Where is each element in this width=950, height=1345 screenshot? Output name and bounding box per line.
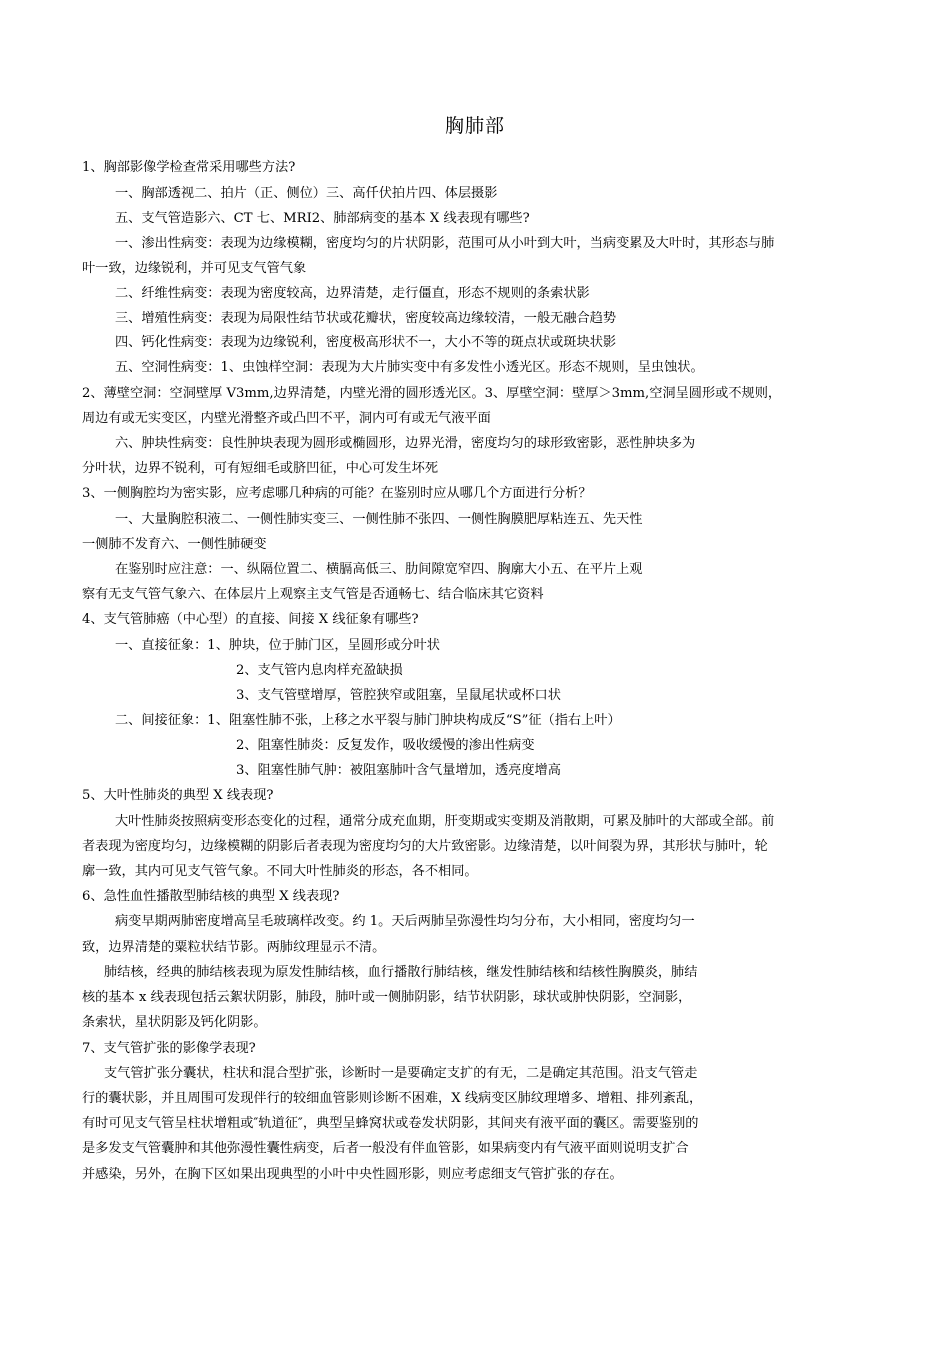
question-heading: 7、支气管扩张的影像学表现? [82, 1041, 256, 1056]
text-line: 一、大量胸腔积液二、一侧性肺实变三、一侧性肺不张四、一侧性胸膜肥厚粘连五、先天性 [115, 512, 643, 527]
text-line: 四、钙化性病变：表现为边缘锐利，密度极高形状不一，大小不等的斑点状或斑块状影 [115, 335, 617, 350]
text-line: 有时可见支气管呈柱状增粗或″轨道征″，典型呈蜂窝状或卷发状阴影，其间夹有液平面的囊区。需要鉴别的 [82, 1116, 699, 1131]
text-line: 在鉴别时应注意：一、纵隔位置二、横膈高低三、肋间隙宽窄四、胸廓大小五、在平片上观 [115, 562, 643, 577]
text-line: 2、支气管内息肉样充盈缺损 [236, 663, 403, 678]
text-line: 大叶性肺炎按照病变形态变化的过程，通常分成充血期，肝变期或实变期及消散期，可累及肺叶的大部或全部。前 [115, 814, 775, 829]
text-line: 二、纤维性病变：表现为密度较高，边界清楚，走行僵直，形态不规则的条索状影 [115, 286, 590, 301]
question-heading: 5、大叶性肺炎的典型 X 线表现? [82, 788, 274, 803]
text-line: 三、增殖性病变：表现为局限性结节状或花瓣状，密度较高边缘较清，一般无融合趋势 [115, 311, 617, 326]
question-heading: 3、一侧胸腔均为密实影，应考虑哪几种病的可能？在鉴别时应从哪几个方面进行分析？ [82, 486, 592, 501]
page-title: 胸肺部 [444, 115, 505, 137]
text-line: 廓一致，其内可见支气管气象。不同大叶性肺炎的形态，各不相同。 [82, 864, 478, 879]
text-line: 2、阻塞性肺炎：反复发作，吸收缓慢的渗出性病变 [236, 738, 535, 753]
text-line: 条索状，星状阴影及钙化阴影。 [82, 1015, 267, 1030]
text-line: 是多发支气管囊肿和其他弥漫性囊性病变，后者一般没有伴血管影，如果病变内有气液平面则说明支扩合 [82, 1141, 689, 1156]
question-heading: 1、胸部影像学检查常采用哪些方法? [82, 160, 296, 175]
text-line: 周边有或无实变区，内壁光滑整齐或凸凹不平，洞内可有或无气液平面 [82, 411, 491, 426]
text-line: 病变早期两肺密度增高呈毛玻璃样改变。约 1。天后两肺呈弥漫性均匀分布，大小相同，密度均匀一 [115, 914, 695, 929]
text-line: 一、直接征象：1、肿块，位于肺门区，呈圆形或分叶状 [115, 638, 440, 653]
text-line: 并感染，另外，在胸下区如果出现典型的小叶中央性圆形影，则应考虑细支气管扩张的存在。 [82, 1167, 623, 1182]
text-line: 2、薄壁空洞：空洞壁厚 V3mm,边界清楚，内壁光滑的圆形透光区。3、厚壁空洞：壁厚＞3mm,空洞呈圆形或不规则， [82, 386, 782, 401]
text-line: 3、阻塞性肺气肿：被阻塞肺叶含气量增加，透亮度增高 [236, 763, 561, 778]
text-line: 核的基本 x 线表现包括云絮状阴影，肺段，肺叶或一侧肺阴影，结节状阴影，球状或肿快阴影，空洞影， [82, 990, 692, 1005]
question-heading: 6、急性血性播散型肺结核的典型 X 线表现? [82, 889, 340, 904]
text-line: 一、胸部透视二、拍片（正、侧位）三、高仟伏拍片四、体层摄影 [115, 186, 498, 201]
text-line: 者表现为密度均匀，边缘模糊的阴影后者表现为密度均匀的大片致密影。边缘清楚，以叶间裂为界，其形状与肺叶，轮 [82, 839, 768, 854]
text-line: 五、空洞性病变：1、虫蚀样空洞：表现为大片肺实变中有多发性小透光区。形态不规则，呈虫蚀状。 [115, 360, 704, 375]
question-heading: 4、支气管肺癌（中心型）的直接、间接 X 线征象有哪些? [82, 612, 419, 627]
text-line: 致，边界清楚的粟粒状结节影。两肺纹理显示不清。 [82, 940, 386, 955]
text-line: 一、渗出性病变：表现为边缘模糊，密度均匀的片状阴影，范围可从小叶到大叶，当病变累及大叶时，其形态与肺 [115, 236, 775, 251]
text-line: 叶一致，边缘锐利，并可见支气管气象 [82, 261, 307, 276]
text-line: 行的囊状影，并且周围可发现伴行的较细血管影则诊断不困难，X 线病变区肺纹理增多、增粗、排列紊乱， [82, 1091, 703, 1106]
text-line: 支气管扩张分囊状，柱状和混合型扩张，诊断时一是要确定支扩的有无，二是确定其范围。沿支气管走 [104, 1066, 698, 1081]
text-line: 分叶状，边界不锐利，可有短细毛或脐凹征，中心可发生坏死 [82, 461, 439, 476]
text-line: 肺结核，经典的肺结核表现为原发性肺结核，血行播散行肺结核，继发性肺结核和结核性胸膜炎，肺结 [104, 965, 698, 980]
text-line: 察有无支气管气象六、在体层片上观察主支气管是否通畅七、结合临床其它资料 [82, 587, 544, 602]
text-line: 3、支气管壁增厚，管腔狭窄或阻塞，呈鼠尾状或杯口状 [236, 688, 561, 703]
text-line: 二、间接征象：1、阻塞性肺不张，上移之水平裂与肺门肿块构成反“S”征（指右上叶） [115, 713, 621, 728]
text-line: 一侧肺不发育六、一侧性肺硬变 [82, 537, 267, 552]
text-line: 六、肿块性病变：良性肿块表现为圆形或椭圆形，边界光滑，密度均匀的球形致密影，恶性肿块多为 [115, 436, 696, 451]
text-line: 五、支气管造影六、CT 七、MRI2、肺部病变的基本 X 线表现有哪些? [115, 211, 530, 226]
